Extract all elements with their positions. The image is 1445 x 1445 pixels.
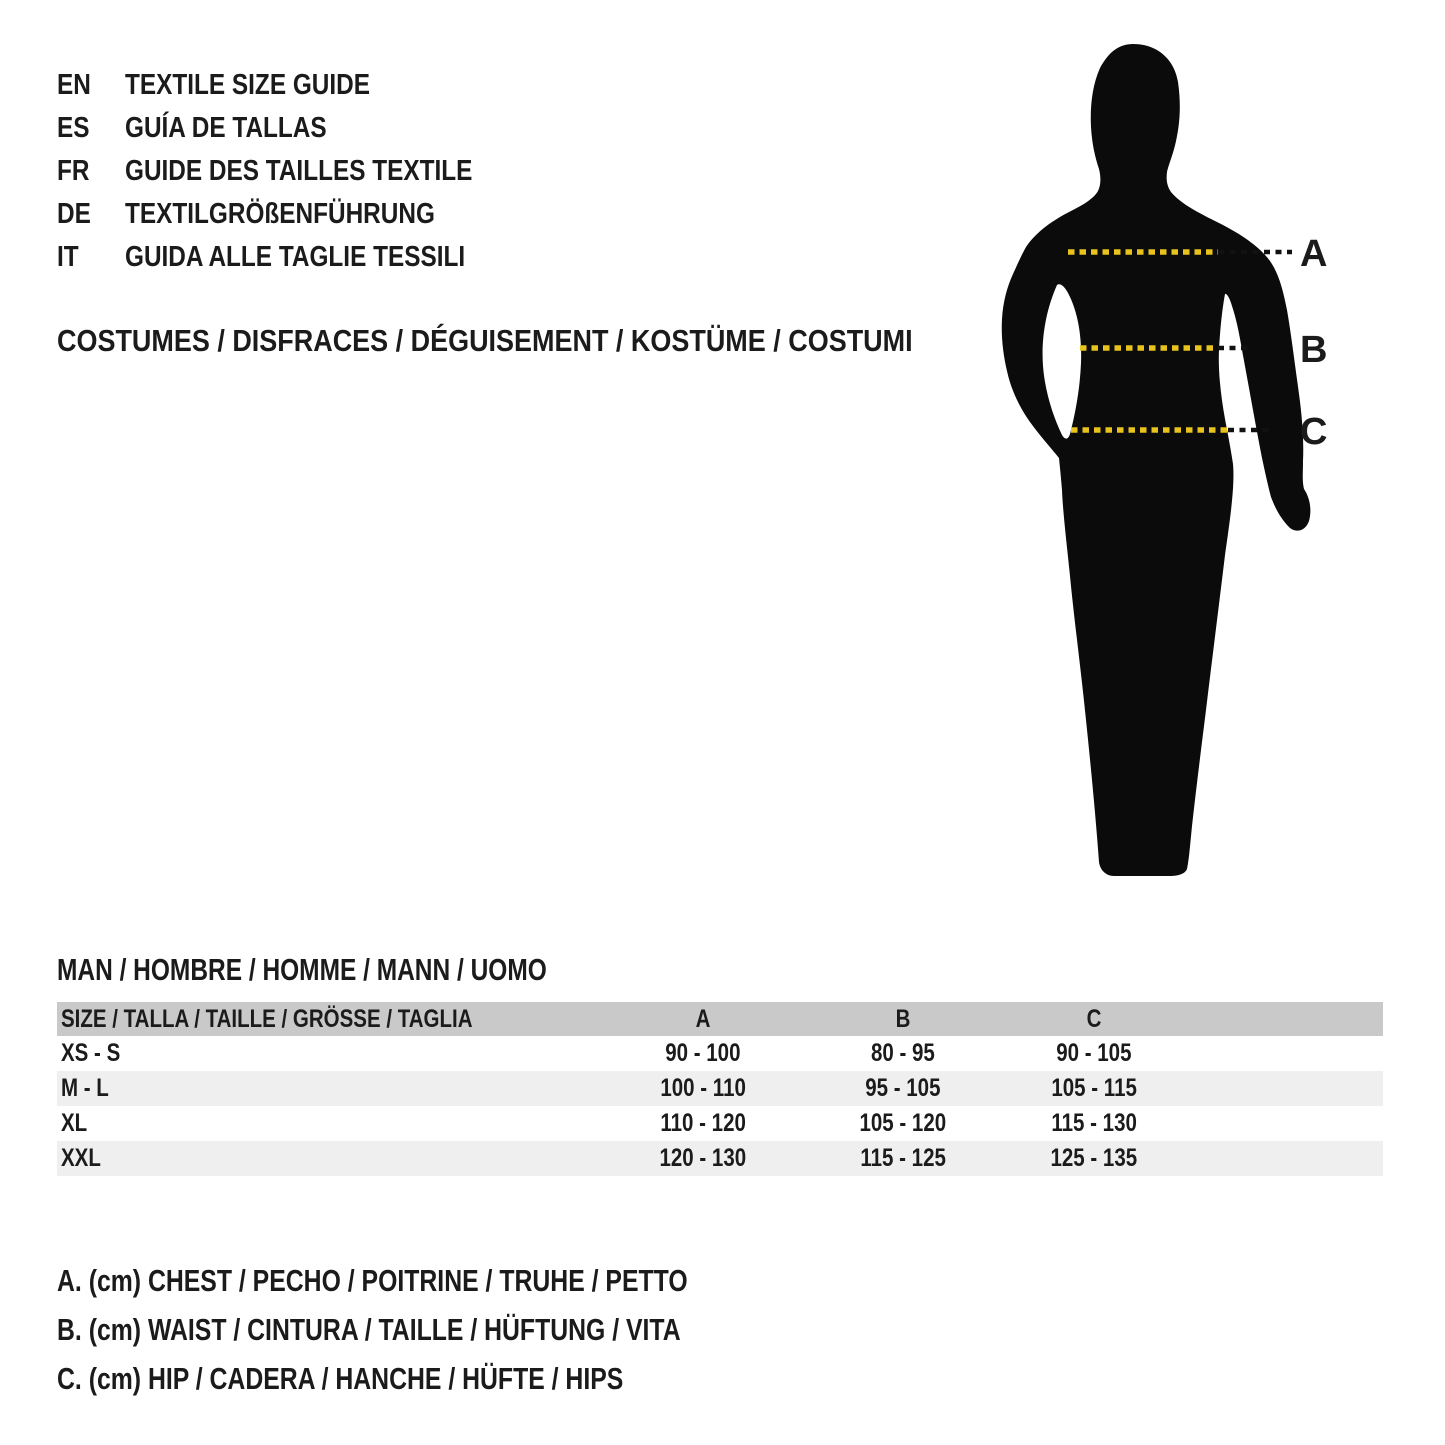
value-b-text: 105 - 120 bbox=[859, 1109, 947, 1137]
size-cell bbox=[61, 1141, 110, 1176]
legend-row-hip bbox=[57, 1354, 845, 1403]
size-cell bbox=[61, 1106, 93, 1141]
value-c-text: 105 - 115 bbox=[1051, 1074, 1137, 1102]
header-c-text: C bbox=[1086, 1005, 1102, 1033]
value-c-cell bbox=[944, 1071, 1244, 1106]
language-code-text: ES bbox=[57, 112, 90, 144]
value-b-text: 80 - 95 bbox=[871, 1039, 935, 1067]
language-code bbox=[57, 193, 125, 236]
language-code bbox=[57, 64, 125, 107]
header-size-text: SIZE / TALLA / TAILLE / GRÖSSE / TAGLIA bbox=[61, 1005, 473, 1033]
value-a-text: 100 - 110 bbox=[660, 1074, 746, 1102]
value-a-text: 110 - 120 bbox=[660, 1109, 746, 1137]
language-row-fr bbox=[57, 150, 539, 193]
language-guide-list bbox=[57, 64, 539, 279]
category-title-text: COSTUMES / DISFRACES / DÉGUISEMENT / KOSTÜME / COSTUMI bbox=[57, 323, 913, 358]
header-col-c bbox=[944, 1002, 1244, 1036]
language-code-text: EN bbox=[57, 69, 91, 101]
size-text: M - L bbox=[61, 1074, 109, 1102]
header-a-text: A bbox=[695, 1005, 711, 1033]
size-text: XXL bbox=[61, 1144, 101, 1172]
header-b-text: B bbox=[895, 1005, 911, 1033]
header-size-column bbox=[61, 1002, 563, 1036]
table-row-xxl bbox=[57, 1141, 1383, 1176]
table-row-xl bbox=[57, 1106, 1383, 1141]
language-row-es bbox=[57, 107, 539, 150]
language-label: GUÍA DE TALLAS bbox=[125, 112, 327, 144]
legend-chest-text: A. (cm) CHEST / PECHO / POITRINE / TRUHE / PETTO bbox=[57, 1263, 688, 1298]
language-row-it bbox=[57, 236, 539, 279]
man-silhouette bbox=[1002, 44, 1311, 876]
language-row-en bbox=[57, 64, 539, 107]
size-text: XS - S bbox=[61, 1039, 121, 1067]
language-label: GUIDA ALLE TAGLIE TESSILI bbox=[125, 241, 466, 273]
marker-label-a: A bbox=[1300, 233, 1328, 275]
value-c-cell bbox=[944, 1141, 1244, 1176]
marker-label-b: B bbox=[1300, 329, 1328, 371]
value-a-text: 120 - 130 bbox=[659, 1144, 747, 1172]
value-c-cell bbox=[944, 1106, 1244, 1141]
section-title bbox=[57, 952, 677, 988]
language-label: TEXTILE SIZE GUIDE bbox=[125, 69, 370, 101]
marker-label-c: C bbox=[1300, 411, 1328, 453]
size-cell bbox=[61, 1071, 119, 1106]
value-c-cell bbox=[944, 1036, 1244, 1071]
value-b-text: 95 - 105 bbox=[865, 1074, 941, 1102]
table-header-row bbox=[57, 1002, 1383, 1036]
language-label: GUIDE DES TAILLES TEXTILE bbox=[125, 155, 473, 187]
legend-waist-text: B. (cm) WAIST / CINTURA / TAILLE / HÜFTUNG / VITA bbox=[57, 1312, 681, 1347]
legend-hip-text: C. (cm) HIP / CADERA / HANCHE / HÜFTE / HIPS bbox=[57, 1361, 624, 1396]
language-code bbox=[57, 236, 125, 279]
category-title bbox=[57, 324, 1040, 358]
legend-row-waist bbox=[57, 1305, 845, 1354]
size-text: XL bbox=[61, 1109, 88, 1137]
value-b-text: 115 - 125 bbox=[860, 1144, 946, 1172]
language-code-text: FR bbox=[57, 155, 90, 187]
size-cell bbox=[61, 1036, 133, 1071]
table-row-xs-s bbox=[57, 1036, 1383, 1071]
measurement-legend bbox=[57, 1256, 845, 1403]
table-row-m-l bbox=[57, 1071, 1383, 1106]
legend-row-chest bbox=[57, 1256, 845, 1305]
language-label: TEXTILGRÖßENFÜHRUNG bbox=[125, 198, 435, 230]
section-title-text: MAN / HOMBRE / HOMME / MANN / UOMO bbox=[57, 952, 547, 987]
value-a-text: 90 - 100 bbox=[665, 1039, 741, 1067]
language-code bbox=[57, 107, 125, 150]
language-code-text: DE bbox=[57, 198, 91, 230]
value-c-text: 125 - 135 bbox=[1050, 1144, 1138, 1172]
figure-svg bbox=[978, 20, 1430, 920]
language-code bbox=[57, 150, 125, 193]
language-code-text: IT bbox=[57, 241, 79, 273]
value-c-text: 115 - 130 bbox=[1051, 1109, 1137, 1137]
value-c-text: 90 - 105 bbox=[1056, 1039, 1132, 1067]
language-row-de bbox=[57, 193, 539, 236]
